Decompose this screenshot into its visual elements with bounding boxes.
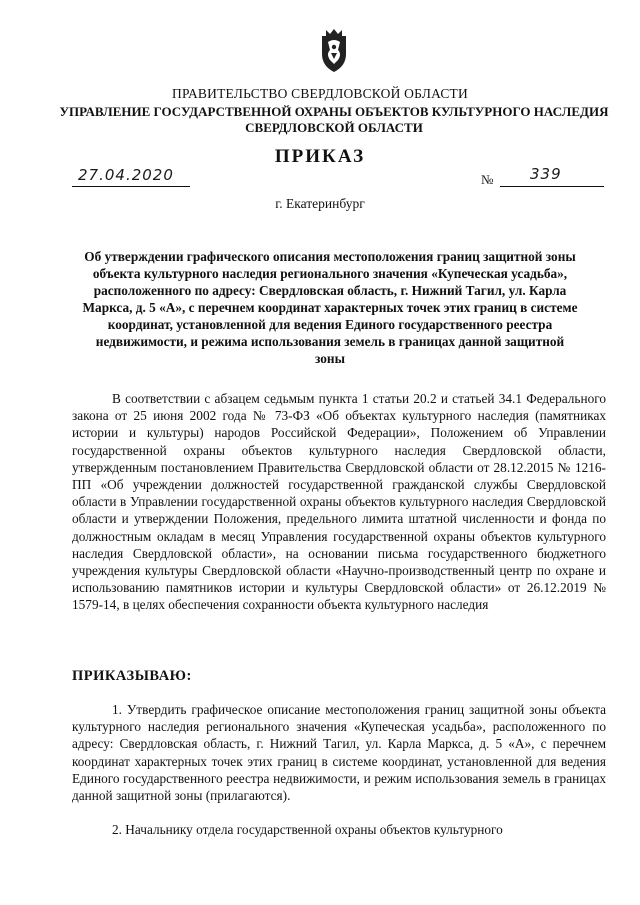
handwritten-number: 339 bbox=[530, 165, 562, 183]
government-name: ПРАВИТЕЛЬСТВО СВЕРДЛОВСКОЙ ОБЛАСТИ bbox=[172, 86, 468, 101]
city-line: г. Екатеринбург bbox=[275, 196, 365, 211]
date-field bbox=[72, 168, 190, 187]
department-name: УПРАВЛЕНИЕ ГОСУДАРСТВЕННОЙ ОХРАНЫ ОБЪЕКТОВ КУЛЬТУРНОГО НАСЛЕДИЯ СВЕРДЛОВСКОЙ ОБЛАСТИ bbox=[59, 104, 609, 135]
order-item-2: 2. Начальнику отдела государственной охраны объектов культурного bbox=[112, 822, 503, 837]
coat-of-arms-icon bbox=[318, 28, 350, 74]
decree-heading: ПРИКАЗЫВАЮ: bbox=[72, 668, 192, 684]
number-label: № bbox=[481, 172, 494, 187]
order-item-1: 1. Утвердить графическое описание местоположения границ защитной зоны объекта культурного наследия регионального значения «Купеческая усадьба», расположенного по адресу: Свердловская область, г. Нижний Тагил, ул. Карла Маркса, д. 5 «А», с перечнем координат характерных точек этих границ в системе координат, установленной для ведения Единого государственного реестра недвижимости, и режим использования земель в границах данной защитной зоны (прилагаются). bbox=[72, 702, 606, 804]
order-subject: Об утверждении графического описания местоположения границ защитной зоны объекта культурного наследия регионального значения «Купеческая усадьба», расположенного по адресу: Свердловская область, г. Нижний Тагил, ул. Карла Маркса, д. 5 «А», с перечнем координат характерных точек этих границ в системе координат, установленной для ведения Единого государственного реестра недвижимости, и режима использования земель в границах данной защитной зоны bbox=[82, 249, 578, 366]
document-title: ПРИКАЗ bbox=[274, 146, 366, 167]
preamble-paragraph: В соответствии с абзацем седьмым пункта 1 статьи 20.2 и статьей 34.1 Федерального закона от 25 июня 2002 года № 73-ФЗ «Об объектах культурного наследия (памятниках истории и культуры) народов Российской Федерации», Положением об Управлении государственной охраны объектов культурного наследия Свердловской области, утвержденным постановлением Правительства Свердловской области от 28.12.2015 № 1216-ПП «Об учреждении должностей государственной гражданской службы Свердловской области в Управлении государственной охраны объектов культурного наследия Свердловской области и утверждении Положения, предельного лимита штатной численности и фонда по должностным окладам в месяц Управления государственной охраны объектов культурного наследия Свердловской области», на основании письма государственного бюджетного учреждения культуры Свердловской области «Научно-производственный центр по охране и использованию памятников истории и культуры Свердловской области» от 26.12.2019 № 1579-14, в целях обеспечения сохранности объекта культурного наследия bbox=[72, 391, 606, 613]
handwritten-date: 27.04.2020 bbox=[78, 166, 174, 184]
number-field bbox=[500, 165, 604, 187]
